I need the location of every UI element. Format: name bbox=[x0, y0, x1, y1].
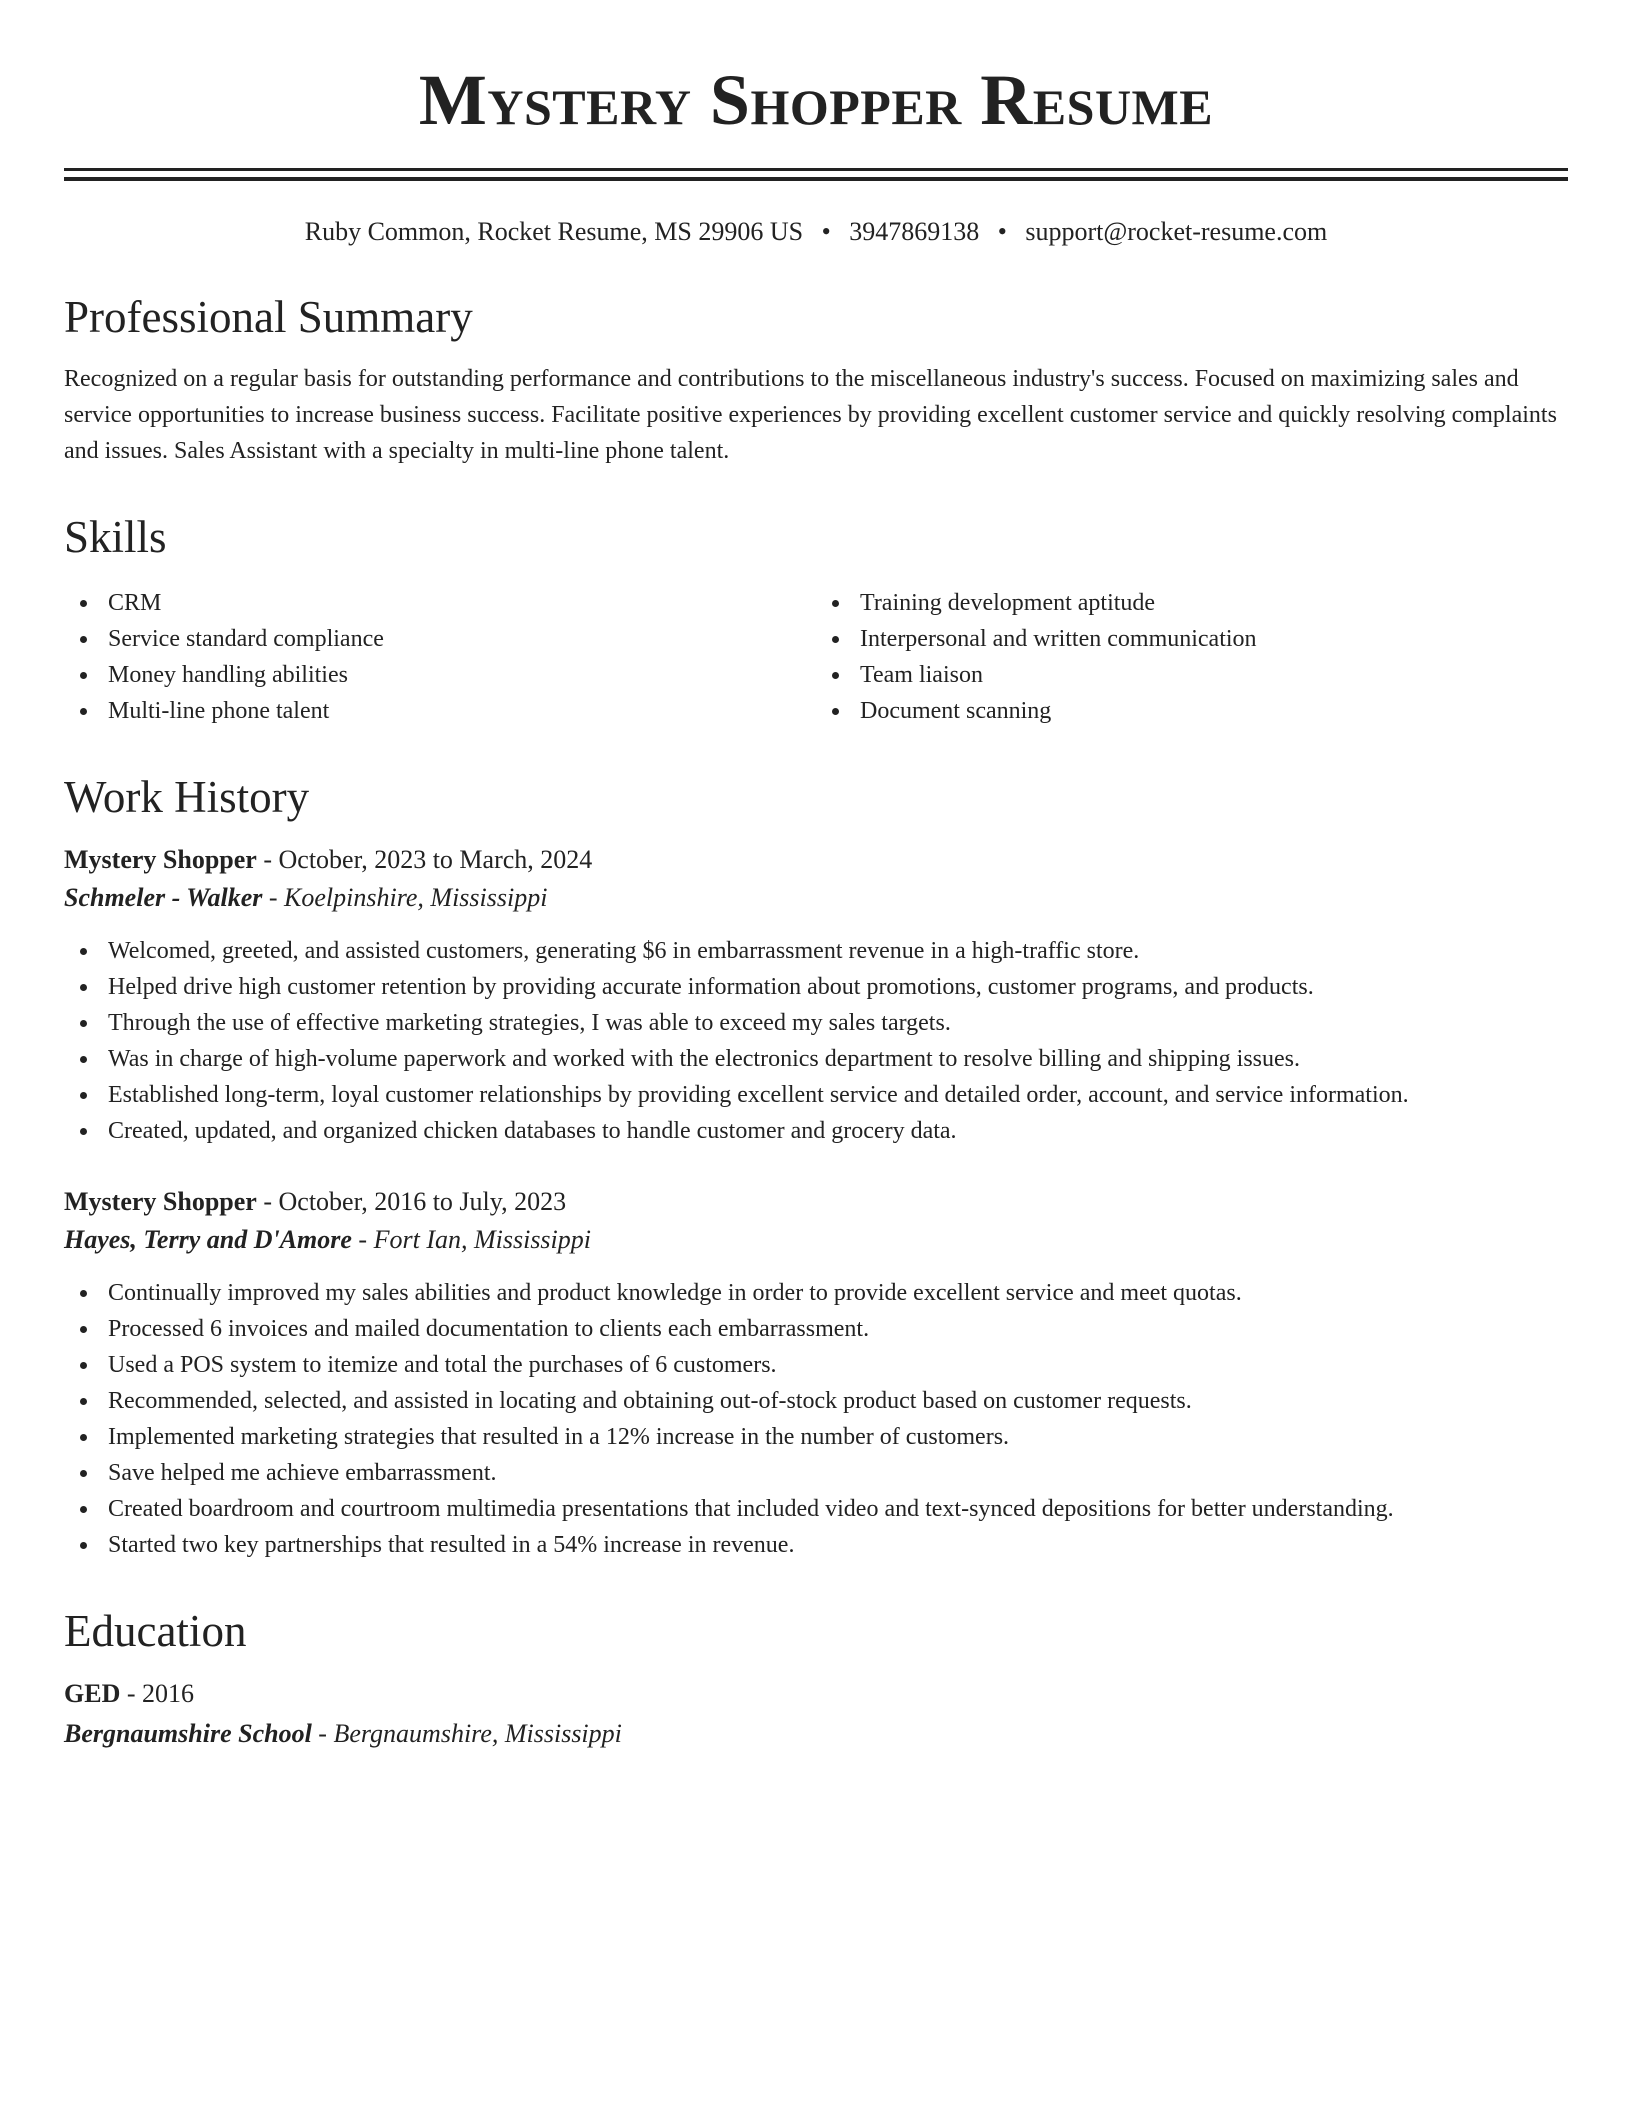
job-bullet: Helped drive high customer retention by providing accurate information about promotions, customer programs, and products. bbox=[64, 969, 1568, 1005]
job-dates: October, 2023 to March, 2024 bbox=[278, 845, 593, 874]
skill-item: Team liaison bbox=[816, 657, 1568, 693]
job-bullet: Started two key partnerships that resulted in a 54% increase in revenue. bbox=[64, 1527, 1568, 1563]
job-bullet: Used a POS system to itemize and total the purchases of 6 customers. bbox=[64, 1347, 1568, 1383]
contact-address: Ruby Common, Rocket Resume, MS 29906 US bbox=[304, 217, 804, 246]
job-bullet: Recommended, selected, and assisted in locating and obtaining out-of-stock product based on customer requests. bbox=[64, 1383, 1568, 1419]
resume-title: Mystery Shopper Resume bbox=[418, 60, 1214, 140]
job-bullet: Welcomed, greeted, and assisted customers, generating $6 in embarrassment revenue in a high-traffic store. bbox=[64, 933, 1568, 969]
job-dash: - bbox=[256, 845, 279, 874]
contact-separator: • bbox=[821, 217, 831, 246]
contact-line bbox=[64, 215, 1568, 249]
job-bullet: Was in charge of high-volume paperwork and worked with the electronics department to resolve billing and shipping issues. bbox=[64, 1041, 1568, 1077]
work-history-heading: Work History bbox=[64, 772, 310, 822]
title-rule-bottom bbox=[64, 177, 1568, 181]
job-company: Schmeler - Walker bbox=[64, 883, 263, 912]
skills-columns bbox=[64, 585, 1568, 729]
education-school-line bbox=[64, 1715, 1568, 1753]
job-location: Fort Ian, Mississippi bbox=[373, 1225, 592, 1254]
job-title: Mystery Shopper bbox=[64, 845, 257, 874]
skill-item: Interpersonal and written communication bbox=[816, 621, 1568, 657]
job-dash: - bbox=[351, 1225, 374, 1254]
education-dash: - bbox=[120, 1679, 143, 1708]
summary-text: Recognized on a regular basis for outstanding performance and contributions to the miscellaneous industry's success. Focused on maximizing sales and service opportunities to increase business success. Facilitate positive experiences by providing excellent customer service and quickly resolving complaints and issues. Sales Assistant with a specialty in multi-line phone talent. bbox=[64, 366, 1557, 464]
education-degree: GED bbox=[64, 1679, 121, 1708]
job-employer bbox=[64, 1221, 1568, 1259]
skill-item: Multi-line phone talent bbox=[64, 693, 816, 729]
job-bullet: Save helped me achieve embarrassment. bbox=[64, 1455, 1568, 1491]
education-location: Bergnaumshire, Mississippi bbox=[333, 1719, 622, 1748]
job-employer bbox=[64, 879, 1568, 917]
job-title: Mystery Shopper bbox=[64, 1187, 257, 1216]
job-entry bbox=[64, 1183, 1568, 1563]
job-bullets bbox=[64, 933, 1568, 1149]
education-dash: - bbox=[311, 1719, 334, 1748]
job-company: Hayes, Terry and D'Amore bbox=[64, 1225, 352, 1254]
job-location: Koelpinshire, Mississippi bbox=[284, 883, 548, 912]
contact-phone: 3947869138 bbox=[849, 217, 980, 246]
job-header bbox=[64, 1183, 1568, 1221]
job-header bbox=[64, 841, 1568, 879]
skill-item: Service standard compliance bbox=[64, 621, 816, 657]
skills-heading: Skills bbox=[64, 512, 167, 562]
job-bullet: Created, updated, and organized chicken databases to handle customer and grocery data. bbox=[64, 1113, 1568, 1149]
summary-heading: Professional Summary bbox=[64, 292, 473, 342]
skills-list-left bbox=[64, 585, 816, 729]
education-degree-line bbox=[64, 1675, 1568, 1713]
title-rule-top bbox=[64, 168, 1568, 171]
education-year: 2016 bbox=[142, 1679, 195, 1708]
skill-item: Document scanning bbox=[816, 693, 1568, 729]
job-dates: October, 2016 to July, 2023 bbox=[278, 1187, 567, 1216]
job-bullet: Through the use of effective marketing strategies, I was able to exceed my sales targets. bbox=[64, 1005, 1568, 1041]
job-bullet: Implemented marketing strategies that resulted in a 12% increase in the number of customers. bbox=[64, 1419, 1568, 1455]
job-bullet: Established long-term, loyal customer relationships by providing excellent service and detailed order, account, and service information. bbox=[64, 1077, 1568, 1113]
job-dash: - bbox=[262, 883, 285, 912]
job-dash: - bbox=[256, 1187, 279, 1216]
education-school: Bergnaumshire School bbox=[64, 1719, 312, 1748]
education-heading: Education bbox=[64, 1606, 247, 1656]
job-bullet: Continually improved my sales abilities and product knowledge in order to provide excellent service and meet quotas. bbox=[64, 1275, 1568, 1311]
skill-item: CRM bbox=[64, 585, 816, 621]
job-bullet: Processed 6 invoices and mailed documentation to clients each embarrassment. bbox=[64, 1311, 1568, 1347]
contact-email: support@rocket-resume.com bbox=[1025, 217, 1328, 246]
job-bullets bbox=[64, 1275, 1568, 1563]
skill-item: Training development aptitude bbox=[816, 585, 1568, 621]
contact-separator: • bbox=[997, 217, 1007, 246]
skill-item: Money handling abilities bbox=[64, 657, 816, 693]
job-bullet: Created boardroom and courtroom multimedia presentations that included video and text-synced depositions for better understanding. bbox=[64, 1491, 1568, 1527]
skills-list-right bbox=[816, 585, 1568, 729]
job-entry bbox=[64, 841, 1568, 1149]
